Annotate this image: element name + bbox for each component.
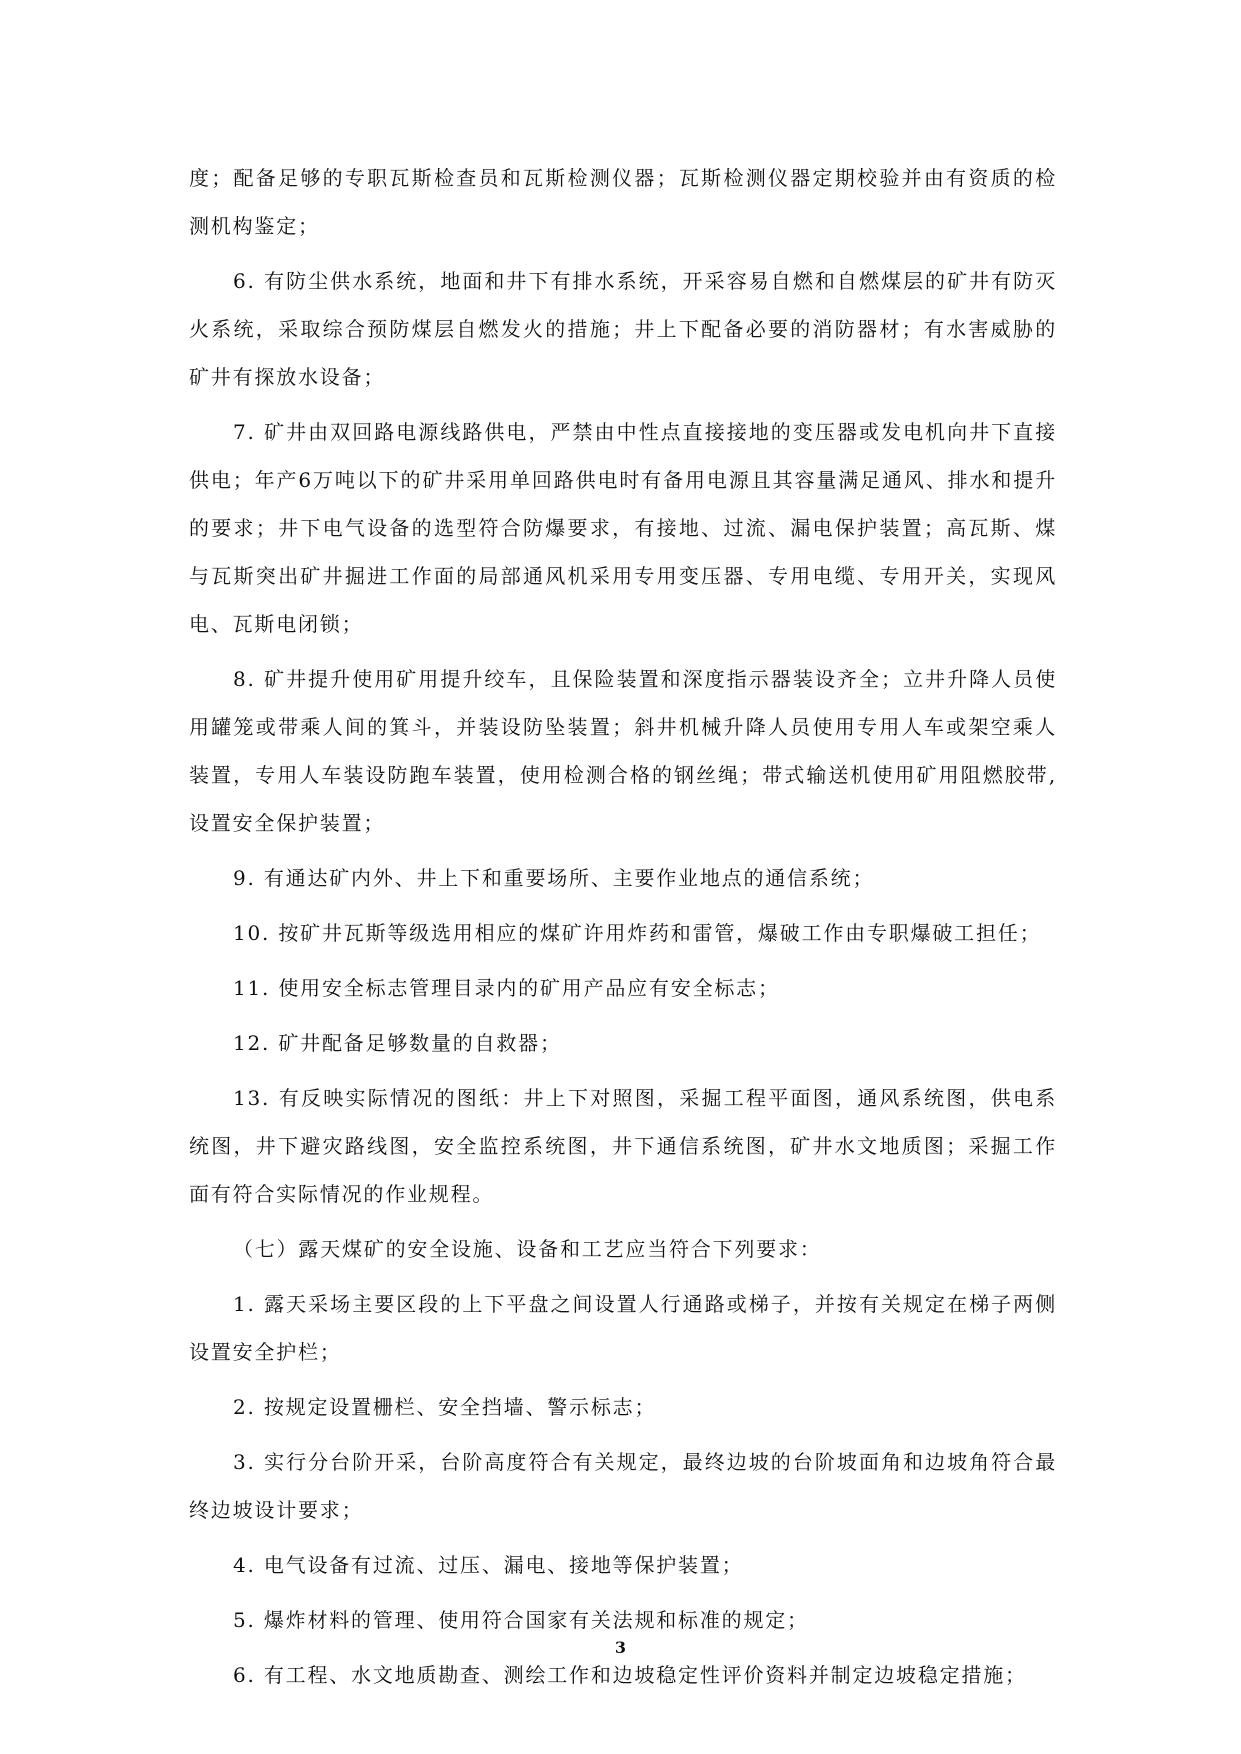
paragraph-item-13-drawings: 13. 有反映实际情况的图纸：井上下对照图，采掘工程平面图，通风系统图，供电系统图，井下避灾路线图，安全监控系统图，井下通信系统图，矿井水文地质图；采掘工作面有符合实际情况的作业规程。 [189,1086,1057,1206]
paragraph-item-12-self-rescuer: 12. 矿井配备足够数量的自救器； [233,1031,562,1055]
paragraph-item-11-safety-mark: 11. 使用安全标志管理目录内的矿用产品应有安全标志； [233,976,780,1000]
section-heading-open-pit: （七）露天煤矿的安全设施、设备和工艺应当符合下列要求： [233,1237,822,1261]
paragraph-open-pit-item-1: 1. 露天采场主要区段的上下平盘之间设置人行通路或梯子，并按有关规定在梯子两侧设置安全护栏； [189,1292,1057,1364]
page-body [189,154,1057,1706]
paragraph-item-9-communication: 9. 有通达矿内外、井上下和重要场所、主要作业地点的通信系统； [233,866,875,890]
paragraph-open-pit-item-3: 3. 实行分台阶开采，台阶高度符合有关规定，最终边坡的台阶坡面角和边坡角符合最终边坡设计要求； [189,1450,1057,1522]
paragraph-open-pit-item-5: 5. 爆炸材料的管理、使用符合国家有关法规和标准的规定； [233,1608,809,1632]
paragraph-item-6-dust-water-fire: 6. 有防尘供水系统，地面和井下有排水系统，开采容易自燃和自燃煤层的矿井有防灭火系统，采取综合预防煤层自燃发火的措施；井上下配备必要的消防器材；有水害威胁的矿井有探放水设备； [189,269,1057,389]
paragraph-item-8-hoisting: 8. 矿井提升使用矿用提升绞车，且保险装置和深度指示器装设齐全；立井升降人员使用罐笼或带乘人间的箕斗，并装设防坠装置；斜井机械升降人员使用专用人车或架空乘人装置，专用人车装设防跑车装置，使用检测合格的钢丝绳；带式输送机使用矿用阻燃胶带,设置安全保护装置； [189,667,1057,835]
paragraph-item-10-explosives: 10. 按矿井瓦斯等级选用相应的煤矿许用炸药和雷管，爆破工作由专职爆破工担任； [233,921,1042,945]
paragraph-continuation: 度；配备足够的专职瓦斯检查员和瓦斯检测仪器；瓦斯检测仪器定期校验并由有资质的检测机构鉴定； [189,166,1057,238]
paragraph-open-pit-item-2: 2. 按规定设置栅栏、安全挡墙、警示标志； [233,1395,657,1419]
paragraph-open-pit-item-6: 6. 有工程、水文地质勘查、测绘工作和边坡稳定性评价资料并制定边坡稳定措施； [233,1663,1027,1687]
paragraph-open-pit-item-4: 4. 电气设备有过流、过压、漏电、接地等保护装置； [233,1553,744,1577]
page-number: 3 [614,1638,627,1657]
paragraph-item-7-power-supply: 7. 矿井由双回路电源线路供电，严禁由中性点直接接地的变压器或发电机向井下直接供电；年产6万吨以下的矿井采用单回路供电时有备用电源且其容量满足通风、排水和提升的要求；井下电气设备的选型符合防爆要求，有接地、过流、漏电保护装置；高瓦斯、煤与瓦斯突出矿井掘进工作面的局部通风机采用专用变压器、专用电缆、专用开关，实现风电、瓦斯电闭锁； [189,420,1057,636]
